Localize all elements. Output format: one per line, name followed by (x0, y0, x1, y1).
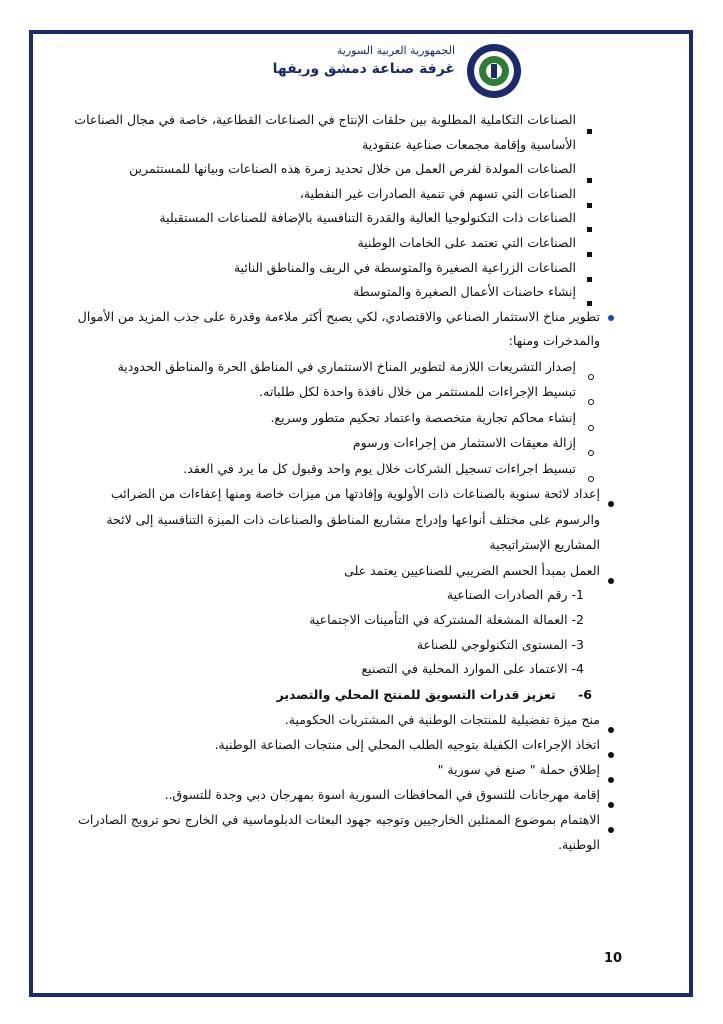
list-item-text: إصدار التشريعات اللازمة لتطوير المناخ الاستثماري في المناطق الحرة والمناطق الحدودية (117, 358, 576, 374)
marketing-list (66, 707, 614, 857)
list-item-text: إنشاء حاضنات الأعمال الصغيرة والمتوسطة (353, 284, 576, 300)
list-item-text: اتخاذ الإجراءات الكفيلة بتوجيه الطلب المحلي إلى منتجات الصناعة الوطنية. (214, 737, 600, 753)
list-item-text: الصناعات المولدة لفرص العمل من خلال تحديد زمرة هذه الصناعات وبيانها للمستثمرين (129, 161, 576, 177)
dot-bullet-icon (608, 501, 614, 507)
page-number: 10 (604, 951, 623, 966)
list-item (66, 807, 614, 857)
priority-list (66, 481, 614, 583)
list-item-text: منح ميزة تفضيلية للمنتجات الوطنية في المشتريات الحكومية. (284, 712, 600, 728)
list-item-text: إقامة مهرجانات للتسوق في المحافظات السورية اسوة بمهرجان دبي وجدة للتسوق.. (164, 787, 600, 803)
letterhead-text (273, 44, 455, 77)
industries-list (66, 108, 614, 305)
list-item (66, 608, 614, 633)
list-item (66, 256, 614, 281)
list-item (66, 481, 614, 558)
list-item (66, 633, 614, 658)
list-item (66, 583, 614, 608)
climate-item (66, 305, 614, 354)
list-item (66, 430, 614, 456)
list-item-text: الصناعات ذات التكنولوجيا العالية والقدرة التنافسية بالإضافة للصناعات المستقبلية (159, 210, 576, 226)
tax-criteria-list (66, 583, 614, 681)
dot-bullet-icon (608, 827, 614, 833)
list-item (66, 782, 614, 807)
chamber-seal-logo (465, 42, 523, 100)
list-item-text: 4- الاعتماد على الموارد المحلية في التصنيع (361, 661, 584, 677)
list-item-text: 1- رقم الصادرات الصناعية (446, 587, 584, 603)
list-item-text: 3- المستوى التكنولوجي للصناعة (416, 636, 584, 652)
square-bullet-icon (587, 129, 592, 134)
list-item-text: العمل بمبدأ الحسم الضريبي للصناعيين يعتمد على (344, 562, 600, 578)
climate-text: تطوير مناخ الاستثمار الصناعي والاقتصادي، لكي يصبح أكثر ملاءمة وقدرة على جذب المزيد من الأموال والمدخرات ومنها: (77, 308, 600, 349)
list-item-text: الصناعات التكاملية المطلوبة بين حلقات الإنتاج في الصناعات القطاعية، خاصة في مجال الصناعات الأساسية وإقامة مجمعات صناعية عنقودية (74, 112, 576, 152)
list-item-text: الصناعات التي تسهم في تنمية الصادرات غير النفطية، (299, 185, 576, 201)
list-item (66, 456, 614, 482)
list-item (66, 757, 614, 782)
list-item-text: إزالة معيقات الاستثمار من إجراءات ورسوم (352, 435, 576, 451)
list-item-text: 2- العمالة المشغلة المشتركة في التأمينات الاجتماعية (309, 612, 584, 628)
list-item (66, 206, 614, 231)
letterhead (255, 42, 525, 102)
republic-name: الجمهورية العربية السورية (336, 44, 455, 57)
climate-sublist (66, 354, 614, 482)
list-item (66, 231, 614, 256)
document-body (66, 108, 614, 857)
list-item-text: الصناعات التي تعتمد على الخامات الوطنية (357, 234, 576, 250)
list-item (66, 108, 614, 157)
list-item (66, 657, 614, 682)
list-item-text: تبسيط اجراءات تسجيل الشركات خلال يوم واحد وقبول كل ما يرد في العقد. (183, 460, 576, 476)
blue-bullet-icon (608, 315, 614, 321)
list-item-text: إعداد لائحة سنوية بالصناعات ذات الأولوية وإفادتها من ميزات خاصة ومنها إعفاءات من الضرائب والرسوم على مختلف أنواعها وإدراج مشاريع المناطق والصناعات ذات الميزة التنافسية إلى لائحة المشاريع الإستراتيجية (106, 486, 600, 553)
list-item (66, 280, 614, 305)
section-number: 6- (578, 686, 592, 702)
chamber-name: غرفة صناعة دمشق وريفها (272, 61, 455, 77)
list-item (66, 732, 614, 757)
list-item-text: الصناعات الزراعية الصغيرة والمتوسطة في الريف والمناطق النائية (233, 259, 576, 275)
list-item-text: الاهتمام بموضوع الممثلين الخارجيين وتوجيه جهود البعثات الدبلوماسية في الخارج نحو ترويج الصادرات الوطنية. (78, 812, 600, 853)
section-title: تعزيز قدرات التسويق للمنتج المحلي والتصدير (276, 686, 556, 702)
list-item (66, 182, 614, 207)
list-item (66, 354, 614, 380)
section-6-heading (66, 683, 614, 708)
list-item-text: إطلاق حملة " صنع في سورية " (437, 762, 600, 778)
list-item (66, 405, 614, 431)
list-item-text: إنشاء محاكم تجارية متخصصة واعتماد تحكيم متطور وسريع. (270, 409, 576, 425)
list-item-text: تبسيط الإجراءات للمستثمر من خلال نافذة واحدة لكل طلباته. (259, 384, 576, 400)
list-item (66, 379, 614, 405)
list-item (66, 558, 614, 584)
list-item (66, 707, 614, 732)
list-item (66, 157, 614, 182)
